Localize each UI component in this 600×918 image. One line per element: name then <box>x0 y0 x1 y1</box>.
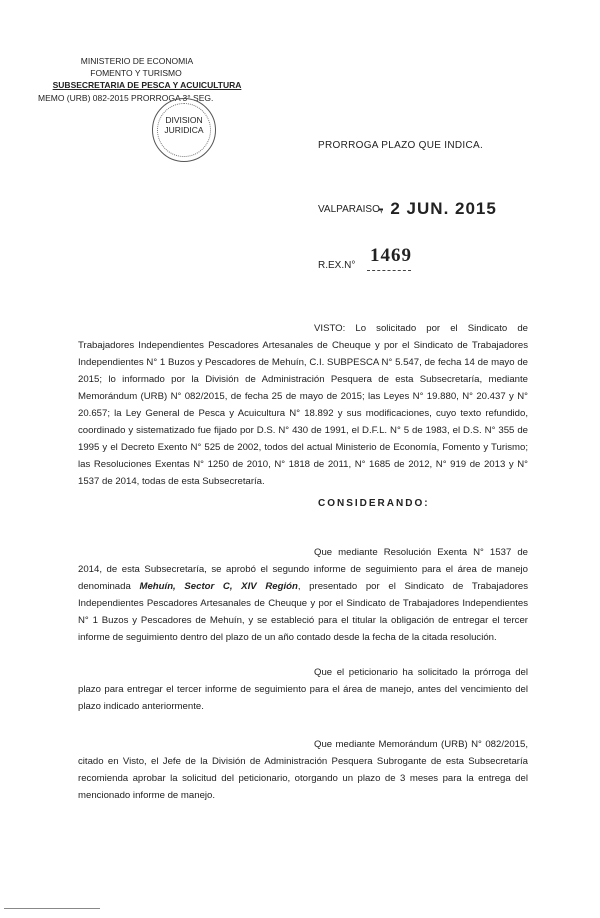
rex-underline <box>367 270 411 271</box>
document-subject: PRORROGA PLAZO QUE INDICA. <box>318 140 484 151</box>
place-label: VALPARAISO, <box>318 204 383 215</box>
stamp-text <box>153 115 215 135</box>
p1-before: Que mediante Resolución Exenta N° 1537 de 2014, de esta Subsecretaría, se aprobó el segundo informe de seguimiento para el área de manejo denominada <box>78 547 528 592</box>
document-date: - 2 JUN. 2015 <box>378 199 497 218</box>
ministry-name: MINISTERIO DE ECONOMIA <box>80 56 194 66</box>
visto-paragraph <box>78 320 528 490</box>
division-juridica-stamp <box>152 98 216 162</box>
subsecretaria-name: SUBSECRETARIA DE PESCA Y ACUICULTURA <box>52 80 242 90</box>
p1-after: , presentado por el Sindicato de Trabajadores Independientes Pescadores Artesanales de Cheuque y por el Sindicato de Trabajadores Independientes N° 1 Buzos y Pescadores de Mehuín, y se estableció para el titular la obligación de entregar el tercer informe de seguimiento dentro del plazo de un año contado desde la fecha de la citada resolución. <box>78 581 528 643</box>
ministry-subtitle: FOMENTO Y TURISMO <box>90 68 182 78</box>
memo-reference: MEMO (URB) 082-2015 PRORROGA 3° SEG. <box>38 93 214 103</box>
footer-rule <box>4 908 100 909</box>
stamp-line-1: DIVISION <box>165 115 203 125</box>
considerando-paragraph-3: Que mediante Memorándum (URB) N° 082/2015, citado en Visto, el Jefe de la División de Administración Pesquera Subrogante de esta Subsecretaría recomienda aprobar la solicitud del peticionario, otorgando un plazo de 3 meses para la entrega del mencionado informe de manejo. <box>78 739 528 801</box>
stamp-line-2: JURIDICA <box>164 125 204 135</box>
considerando-heading: CONSIDERANDO: <box>318 498 430 509</box>
area-name: Mehuín, Sector C, XIV Región <box>139 581 298 592</box>
rex-label: R.EX.N° <box>318 260 356 271</box>
considerando-paragraph-2: Que el peticionario ha solicitado la prórroga del plazo para entregar el tercer informe de seguimiento para el área de manejo, antes del vencimiento del plazo indicado anteriormente. <box>78 667 528 712</box>
rex-number: 1469 <box>370 245 412 266</box>
visto-label: VISTO: <box>314 323 346 334</box>
visto-text: Lo solicitado por el Sindicato de Trabajadores Independientes Pescadores Artesanales de Cheuque y por el Sindicato de Trabajadores Independientes N° 1 Buzos y Pescadores de Mehuín, C.I. SUBPESCA N° 5.547, de fecha 14 de mayo de 2015; lo informado por la División de Administración Pesquera de esta Subsecretaría, mediante Memorándum (URB) N° 082/2015, de fecha 25 de mayo de 2015; las Leyes N° 19.880, N° 20.437 y N° 20.657; la Ley General de Pesca y Acuicultura N° 18.892 y sus modificaciones, cuyo texto refundido, coordinado y sistematizado fue fijado por D.S. N° 430 de 1991, el D.F.L. N° 5 de 1983, el D.S. N° 355 de 1995 y el Decreto Exento N° 525 de 2002, todos del actual Ministerio de Economía, Fomento y Turismo; las Resoluciones Exentas N° 1250 de 2010, N° 1818 de 2011, N° 1685 de 2012, N° 919 de 2013 y N° 1537 de 2014, todas de esta Subsecretaría. <box>78 323 529 487</box>
considerando-paragraph-1 <box>78 544 528 646</box>
